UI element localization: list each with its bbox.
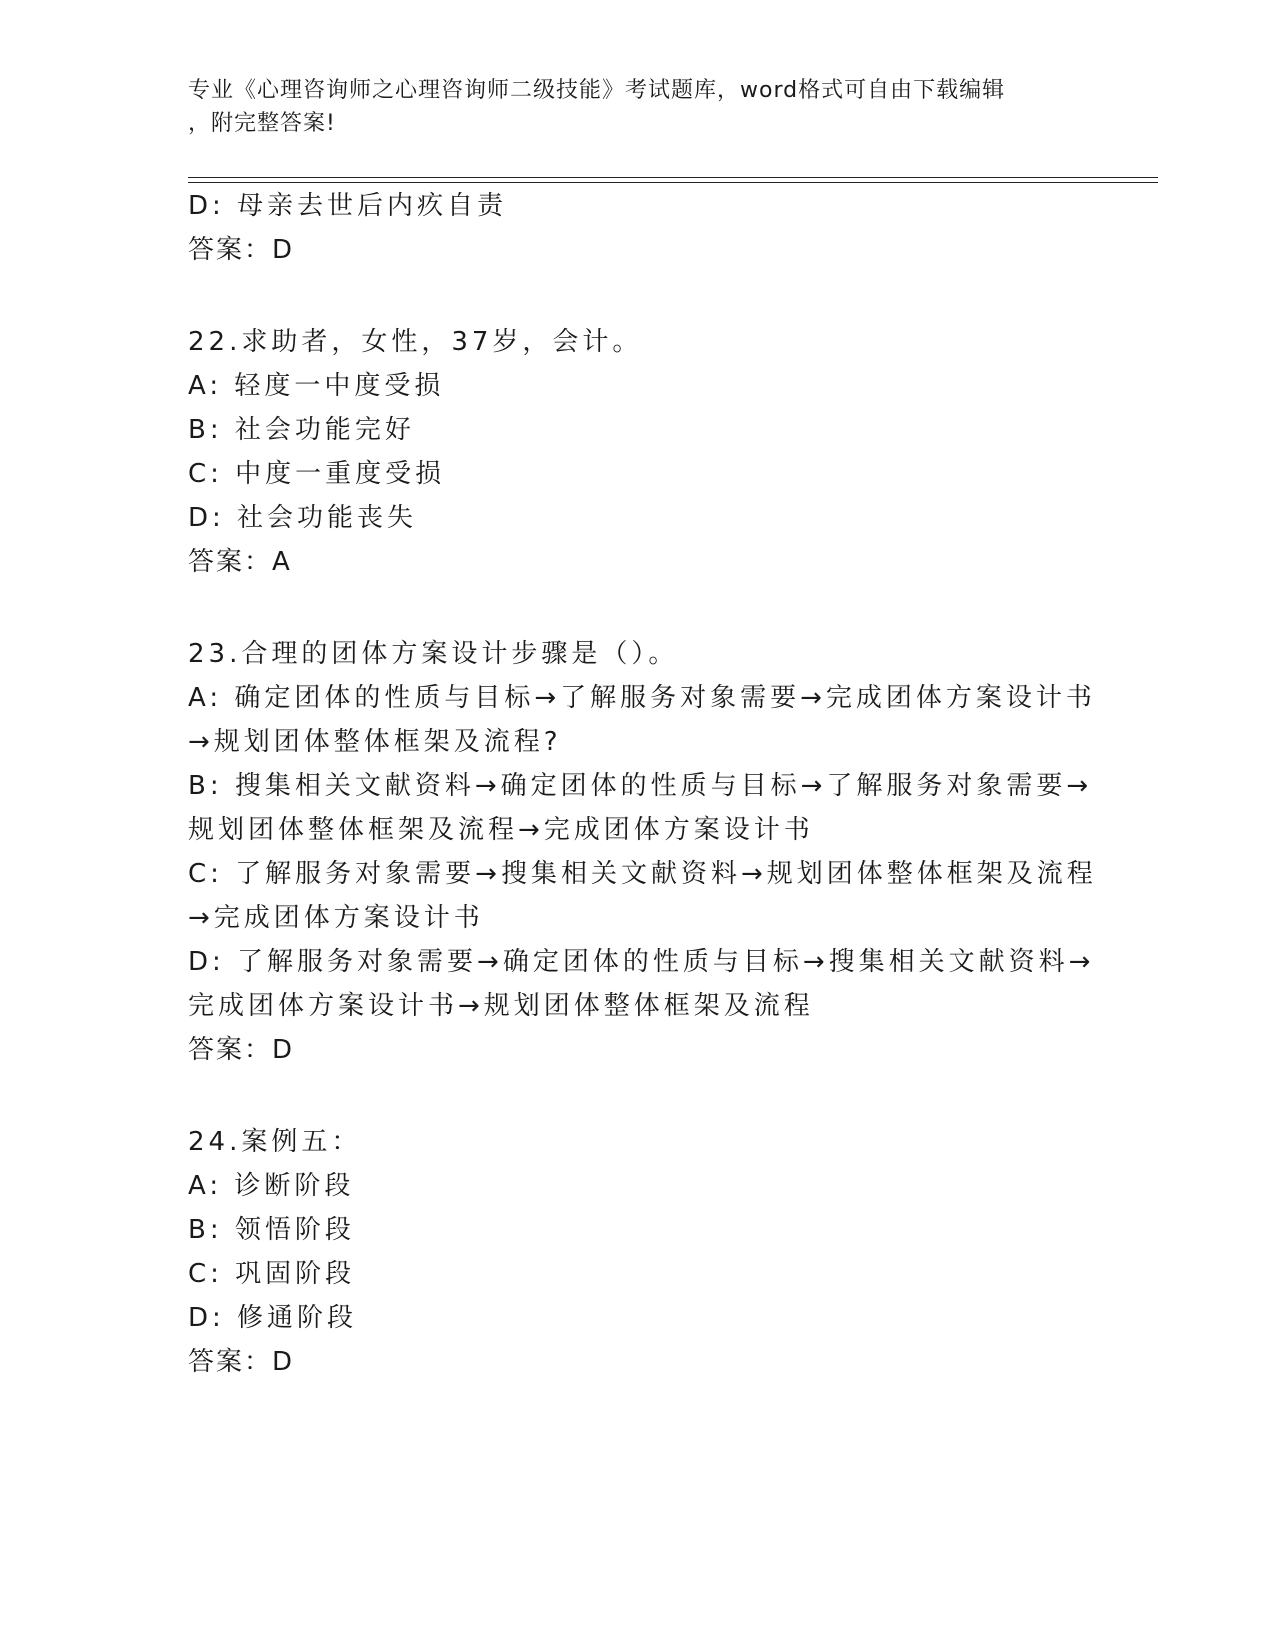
q24-answer: 答案：D [188,1347,295,1377]
q23-option-c-line-2: →完成团体方案设计书 [188,903,484,933]
q22-option-c: C: 中度一重度受损 [188,459,446,489]
header-divider-top [188,177,1158,178]
q24-option-b: B: 领悟阶段 [188,1215,355,1245]
document-header [188,74,1068,140]
q22-stem: 22.求助者，女性，37岁，会计。 [188,327,643,357]
header-title-line-1: 专业《心理咨询师之心理咨询师二级技能》考试题库，word格式可自由下载编辑 [188,78,1006,103]
q24-option-c: C: 巩固阶段 [188,1259,356,1289]
q23-option-a-line-1: A: 确定团体的性质与目标→了解服务对象需要→完成团体方案设计书 [188,683,1096,713]
q24-option-d: D: 修通阶段 [188,1303,358,1333]
header-divider-bottom [188,182,1158,183]
q22-option-a: A: 轻度一中度受损 [188,371,445,401]
q23-option-a-line-2: →规划团体整体框架及流程? [188,727,562,757]
q24-option-a: A: 诊断阶段 [188,1171,355,1201]
q24-stem: 24.案例五： [188,1127,362,1157]
q21-answer: 答案：D [188,235,295,265]
q21-option-d: D: 母亲去世后内疚自责 [188,191,508,221]
q23-stem: 23.合理的团体方案设计步骤是（）。 [188,639,679,669]
q23-option-b-line-2: 规划团体整体框架及流程→完成团体方案设计书 [188,815,814,845]
q23-option-c-line-1: C: 了解服务对象需要→搜集相关文献资料→规划团体整体框架及流程 [188,859,1097,889]
header-title-line-2: ，附完整答案! [188,111,336,136]
q22-answer: 答案：A [188,547,292,577]
q22-option-b: B: 社会功能完好 [188,415,415,445]
q23-answer: 答案：D [188,1035,295,1065]
q23-option-d-line-1: D: 了解服务对象需要→确定团体的性质与目标→搜集相关文献资料→ [188,947,1095,977]
q22-option-d: D: 社会功能丧失 [188,503,418,533]
q23-option-d-line-2: 完成团体方案设计书→规划团体整体框架及流程 [188,991,814,1021]
q23-option-b-line-1: B: 搜集相关文献资料→确定团体的性质与目标→了解服务对象需要→ [188,771,1093,801]
